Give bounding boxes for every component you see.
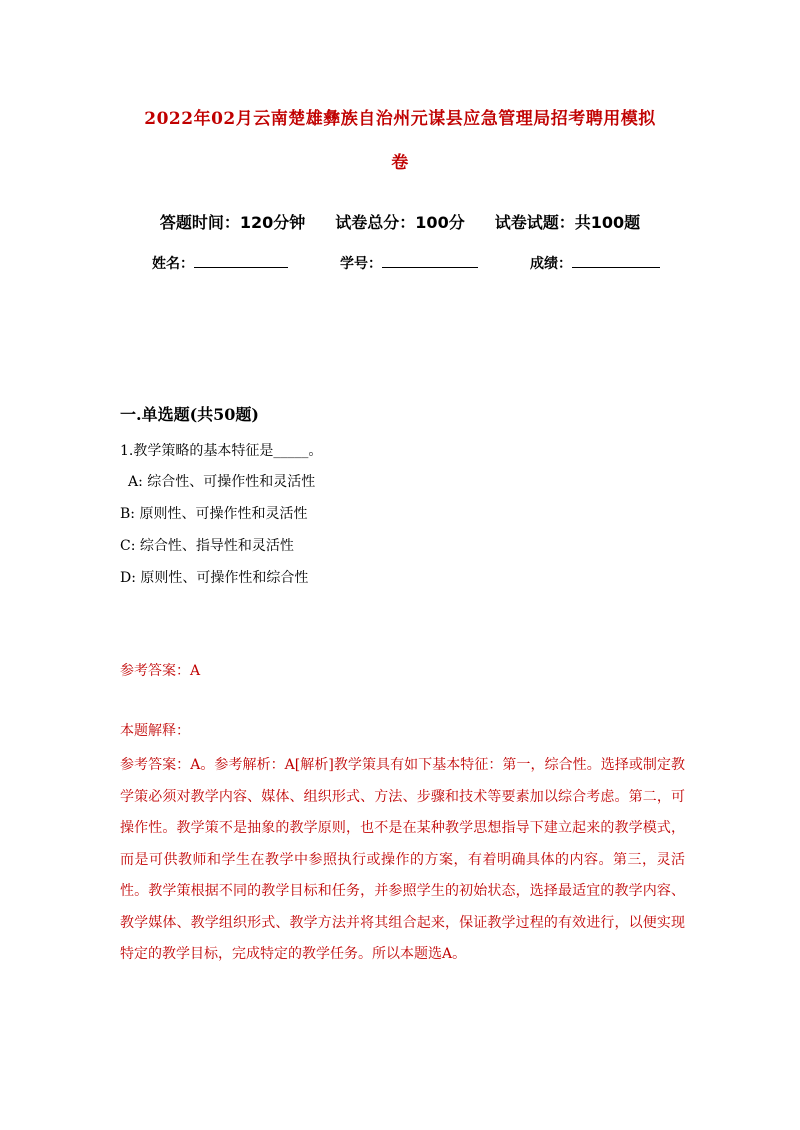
exam-time: 答题时间：120分钟 — [159, 213, 306, 232]
option-d: D: 原则性、可操作性和综合性 — [120, 570, 309, 586]
explanation-body: 参考答案：A。参考解析：A[解析]教学策具有如下基本特征：第一，综合性。选择或制定教学策必须对教学内容、媒体、组织形式、方法、步骤和技术等要素加以综合考虑。第二，可操作性。教学策不是抽象的教学原则，也不是在某种教学思想指导下建立起来的教学模式，而是可供教师和学生在教学中参照执行或操作的方案，有着明确具体的内容。第三，灵活性。教学策根据不同的教学目标和任务，并参照学生的初始状态，选择最适宜的教学内容、教学媒体、教学组织形式、教学方法并将其组合起来，保证教学过程的有效进行，以便实现特定的教学目标，完成特定的教学任务。所以本题选A。 — [120, 757, 685, 962]
option-a: A: 综合性、可操作性和灵活性 — [128, 474, 316, 490]
section-title: 一.单选题(共50题) — [120, 405, 259, 424]
score-blank[interactable] — [572, 253, 660, 268]
name-blank[interactable] — [194, 253, 288, 268]
id-label: 学号： — [340, 256, 382, 272]
exam-question-count: 试卷试题：共100题 — [494, 213, 641, 232]
reference-answer: 参考答案：A — [120, 663, 201, 679]
id-blank[interactable] — [382, 253, 478, 268]
name-label: 姓名： — [152, 256, 194, 272]
page-title-continuation: 卷 — [391, 153, 409, 173]
id-field — [340, 253, 478, 273]
score-field — [530, 253, 660, 273]
option-c: C: 综合性、指导性和灵活性 — [120, 538, 294, 554]
option-b: B: 原则性、可操作性和灵活性 — [120, 506, 308, 522]
name-field — [152, 253, 288, 273]
explanation-label: 本题解释： — [120, 723, 190, 739]
exam-meta — [100, 210, 700, 233]
question-text: 1.教学策略的基本特征是_____。 — [120, 443, 323, 459]
page-title: 2022年02月云南楚雄彝族自治州元谋县应急管理局招考聘用模拟 — [144, 109, 656, 129]
score-label: 成绩： — [530, 256, 572, 272]
exam-total-score: 试卷总分：100分 — [335, 213, 465, 232]
